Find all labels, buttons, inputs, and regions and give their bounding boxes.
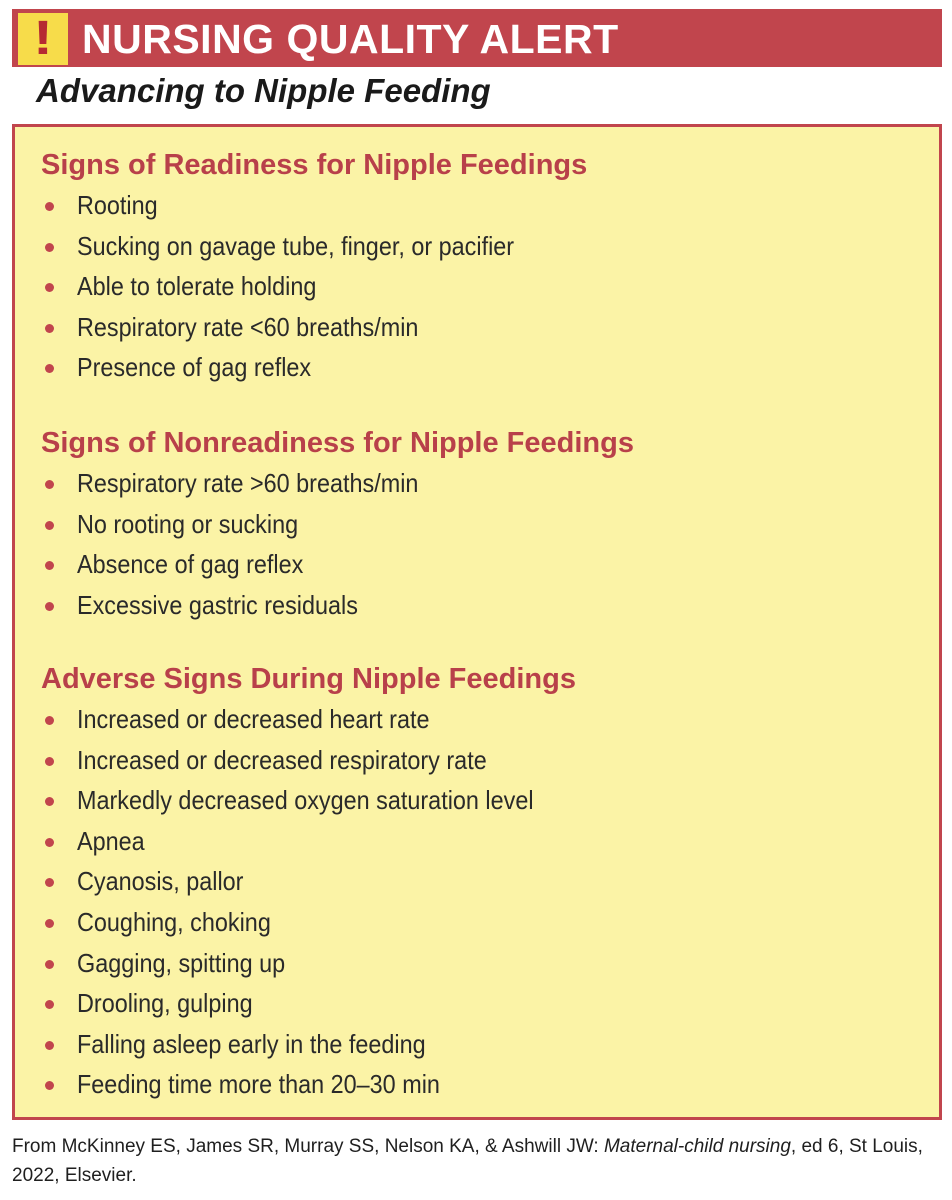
list-item <box>41 463 929 504</box>
exclamation-glyph: ! <box>33 12 53 65</box>
list-item-text: No rooting or sucking <box>77 508 299 539</box>
bullet-icon <box>45 521 54 530</box>
source-citation <box>12 1132 942 1190</box>
list-item-text: Apnea <box>77 825 145 856</box>
alert-content-panel <box>12 124 942 1120</box>
list-item <box>41 943 929 984</box>
bullet-icon <box>45 919 54 928</box>
list-item <box>41 983 929 1024</box>
bullet-icon <box>45 960 54 969</box>
bullet-icon <box>45 1041 54 1050</box>
list-item <box>41 861 929 902</box>
list-item-text: Drooling, gulping <box>77 988 253 1019</box>
list-item <box>41 266 929 307</box>
bullet-icon <box>45 202 54 211</box>
list-item-text: Increased or decreased heart rate <box>77 704 430 734</box>
list-item <box>41 185 929 226</box>
list-item <box>41 699 929 740</box>
list-item <box>41 902 929 943</box>
list-item-text: Feeding time more than 20–30 min <box>77 1069 440 1100</box>
list-item-text: Presence of gag reflex <box>77 352 312 383</box>
page-subtitle: Advancing to Nipple Feeding <box>36 72 491 109</box>
bullet-icon <box>45 602 54 611</box>
bullet-icon <box>45 797 54 806</box>
section-heading: Signs of Readiness for Nipple Feedings <box>41 149 588 181</box>
list-item <box>41 307 929 348</box>
list-item <box>41 347 929 388</box>
list-item <box>41 821 929 862</box>
list-item-text: Falling asleep early in the feeding <box>77 1028 426 1059</box>
list-item <box>41 585 929 626</box>
alert-header-bar <box>12 9 942 67</box>
list-item-text: Rooting <box>77 190 158 220</box>
list-item-text: Markedly decreased oxygen saturation level <box>77 785 534 816</box>
bullet-icon <box>45 364 54 373</box>
list-item-text: Cyanosis, pallor <box>77 866 244 897</box>
bullet-icon <box>45 243 54 252</box>
exclamation-icon <box>18 13 68 65</box>
bullet-icon <box>45 838 54 847</box>
alert-title: NURSING QUALITY ALERT <box>82 16 619 62</box>
list-item-text: Absence of gag reflex <box>77 549 304 580</box>
list-item-text: Sucking on gavage tube, finger, or pacifier <box>77 230 515 261</box>
list-item-text: Gagging, spitting up <box>77 947 286 978</box>
bullet-icon <box>45 1000 54 1009</box>
citation-book-title: Maternal-child nursing <box>603 1136 791 1157</box>
list-item <box>41 780 929 821</box>
list-item-text: Increased or decreased respiratory rate <box>77 744 487 775</box>
section-heading: Signs of Nonreadiness for Nipple Feedings <box>41 427 634 459</box>
bullet-icon <box>45 716 54 725</box>
list-item <box>41 226 929 267</box>
list-item-text: Respiratory rate <60 breaths/min <box>77 311 419 342</box>
section-nonreadiness <box>41 423 929 625</box>
list-item-text: Respiratory rate >60 breaths/min <box>77 468 419 498</box>
list-item-text: Excessive gastric residuals <box>77 589 358 620</box>
bullet-icon <box>45 561 54 570</box>
section-readiness <box>41 145 929 388</box>
bullet-icon <box>45 878 54 887</box>
list-item-text: Able to tolerate holding <box>77 271 317 302</box>
citation-publisher: , ed 6, St Louis, 2022, Elsevier. <box>12 1136 923 1186</box>
list-item-text: Coughing, choking <box>77 906 271 937</box>
bullet-icon <box>45 324 54 333</box>
list-item <box>41 544 929 585</box>
section-heading: Adverse Signs During Nipple Feedings <box>41 663 576 695</box>
section-adverse-signs <box>41 659 929 1105</box>
list-item <box>41 1064 929 1105</box>
citation-authors: From McKinney ES, James SR, Murray SS, Nelson KA, & Ashwill JW: <box>12 1136 604 1157</box>
bullet-icon <box>45 283 54 292</box>
bullet-icon <box>45 757 54 766</box>
list-item <box>41 1024 929 1065</box>
bullet-icon <box>45 480 54 489</box>
bullet-icon <box>45 1081 54 1090</box>
list-item <box>41 504 929 545</box>
list-item <box>41 740 929 781</box>
